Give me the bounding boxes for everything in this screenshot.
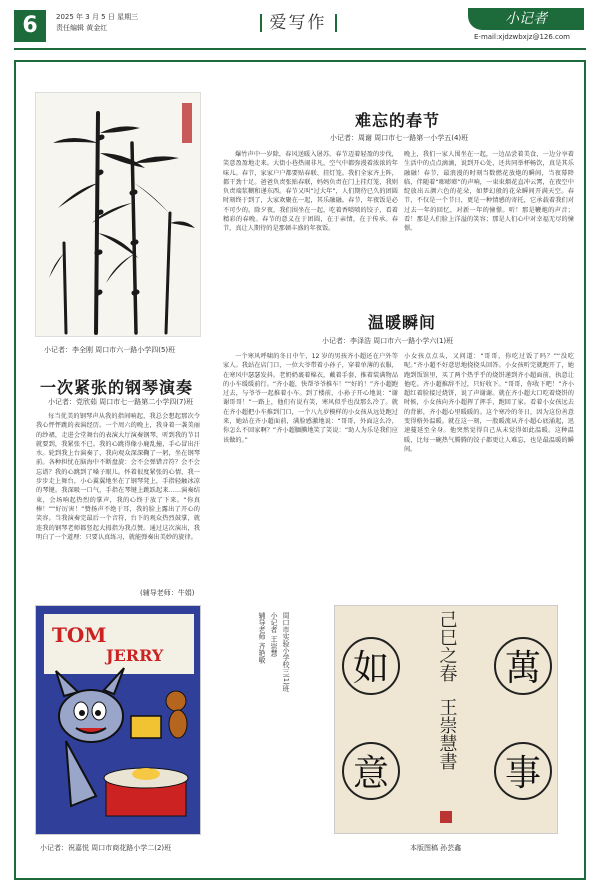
spring-byline: 小记者：周谢 周口市七一路第一小学五(4)班	[330, 134, 469, 142]
spring-title: 难忘的春节	[355, 111, 441, 130]
calligraphy-caption: 本版图稿 孙芸鑫	[410, 844, 462, 852]
tom-jerry-drawing	[35, 605, 201, 835]
section-title	[238, 8, 358, 33]
contact-email: E-mail:xjdzwbxjz@126.com	[474, 33, 570, 41]
issue-date: 2025 年 3 月 5 日 星期三	[56, 13, 139, 21]
warm-body-col2: 小女孩点点头，又问道：“哥哥，你吃过饭了吗？”“没吃呢。”齐小超不好意思地挠挠头回答。小女孩听完就跑开了，她跑到饭馆里，买了两个热乎乎的烧饼递到齐小超面前，执意让他吃。齐小超推辞不过，只好收下。“哥哥，你收下吧！”齐小超红着脸接过烧饼，说了声谢谢。就在齐小超大口吃着烧饼的时候，小女孩向齐小超挥了挥手，跑回了家。看着小女孩远去的背影，齐小超心里暖暖的。这个寒冷的冬日，因为这份善意变得格外温暖。就在这一刻，一股暖流从齐小超心底涌起，迅速蔓延至全身。他突然觉得自己从未觉得如此温暖。这种温暖，比每一碗热气腾腾的饺子都更让人难忘，也是最温暖的瞬间。	[404, 353, 574, 453]
bamboo-painting	[35, 92, 201, 337]
brand-logo: 小记者	[468, 8, 584, 30]
piano-body: 每当优美的钢琴声从我的指间响起，我总会想起那次令我心怦怦跳的表演经历。一个周六的晚上，我身着一袭美丽的纱裙，走进会堂舞台的表演大厅演奏钢琴，听到我的节目就要到，我紧张不已。我的心跳得像小鹿乱撞，手心冒出汗水。轮到我上台演奏了，我向观众深深鞠了一躬，坐在钢琴前。各种担忧在脑海中不断盘旋：会不会弹错音符？会不会忘谱？我的心跳到了嗓子眼儿。怀着很度紧张的心情，我一步步走上舞台，小心翼翼地坐在了钢琴凳上，手指轻触冰凉的琴键。我深吸一口气，手指在琴键上跳跃起来……演奏结束，会场响起热烈的掌声，我的心终于放了下来。“你真棒！”“好厉害！”赞扬声不绝于耳，我的脸上露出了开心的笑容。当我演奏完最后一个音符，台下的观众热烈鼓掌，就连我的钢琴老师都竖起大拇指为我点赞。通过这次演出，我明白了一个道理：只要认真练习，就能弹奏出美妙的旋律。	[36, 413, 200, 541]
piano-teacher: (辅导老师：牛娟)	[140, 589, 195, 597]
section-divider-right	[335, 14, 337, 32]
seal-icon	[440, 811, 452, 823]
char-shi: 事	[504, 753, 542, 794]
char-wan: 萬	[504, 648, 542, 689]
spring-body-col1: 爆竹声中一岁除，春风送暖入屠苏。春节迈着轻盈的步伐，笑意盈盈地走来。大街小巷热闹非凡，空气中都弥漫着浓浓的年味儿。春节，家家户户都要贴春联、挂灯笼。我们全家齐上阵，都干劲十足。爸爸负责张贴春联，妈妈负责在门上挂灯笼，我则负责端浆糊和递东西。春节又叫“过大年”，人们期待已久的团圆时刻终于到了，大家欢聚在一起，其乐融融。春节，年夜饭是必不可少的。除夕夜，我们围坐在一起，吃着香喷喷的饺子，看着精彩的春晚。春节的意义在于团圆，在于亲情，在于传承。春节，真让人期待的是那顿丰盛的年夜饭。	[223, 151, 398, 233]
calligraphy-date: 己巳之春	[436, 610, 458, 682]
section-title-text: 爱写作	[269, 13, 327, 33]
cartoon-icon	[36, 606, 201, 835]
editors: 责任编辑 黄金红	[56, 24, 108, 32]
bamboo-icon	[36, 93, 201, 337]
calligraphy-credit-teacher: 辅导老师 齐艳敏	[258, 612, 266, 664]
calligraphy-icon	[335, 606, 558, 834]
piano-byline: 小记者：党欣茹 周口市七一路第二小学四(7)班	[48, 398, 194, 406]
bamboo-caption: 小记者：李全刚 周口市六一路小学四(5)班	[44, 346, 176, 354]
calligraphy-artwork	[334, 605, 558, 834]
calligraphy-signature: 王崇慧書	[436, 698, 458, 770]
piano-title: 一次紧张的钢琴演奏	[40, 378, 194, 397]
calligraphy-credit	[256, 612, 292, 842]
char-yi: 意	[352, 753, 390, 794]
spring-body-col2: 晚上，我们一家人围坐在一起，一边品尝着美食，一边分享着生活中的点点滴滴，说到开心处，还共同举杯畅饮，真是其乐融融！春节，最浪漫的时刻当数燃花放炮的瞬间，当夜幕降临，伴随着“嘭嘭嘭”的声响，一束束烟花直冲云霄，在夜空中绽放出五颜六色的花朵，如梦幻般的花朵瞬间开满天空。春节，不仅是一个节日，更是一种情感的寄托，它承载着我们对过去一年的回忆，对新一年的憧憬。听！那是鞭炮的声音；看！那是人们脸上洋溢的笑容；那是人们心中对幸福无尽的憧憬。	[404, 151, 574, 233]
calligraphy-credit-reporter: 小记者 王崇慧	[270, 612, 278, 657]
warm-byline: 小记者：李泽浩 周口市六一路小学六(1)班	[322, 337, 454, 345]
tom-label: TOM	[52, 623, 107, 647]
header-meta	[56, 12, 138, 34]
warm-body-col1: 一个寒风呼啸的冬日中午，12 岁的男孩齐小超还在户外等家人。我站在店门口，一位大爷带着小孙子，穿着单薄的衣服，在寒风中瑟瑟发抖。老奶奶裹着棉衣，戴着手套，推着装满物品的小车缓缓前行。“齐小超，快帮爷爷推车！”“好的！”齐小超跑过去，与爷爷一起推着小车。到了楼前，小孙子开心地说：“谢谢哥哥！”一路上，他们有说有笑，寒风似乎也没那么冷了。就在齐小超把小车推到门口，一个八九岁模样的小女孩从远处跑过来，她站在齐小超面前，满脸感激地说：“哥哥，外面这么冷，你怎么不回家啊？”齐小超腼腆地笑了笑说：“助人为乐是我们应该做的。”	[223, 353, 398, 444]
page-number: 6	[14, 10, 46, 42]
calligraphy-credit-school: 周口市实验小学校三(1)班	[282, 612, 290, 692]
tom-jerry-caption: 小记者：祝嘉悦 周口市商花路小学二(2)班	[40, 844, 172, 852]
header-rule	[14, 48, 586, 50]
warm-title: 温暖瞬间	[368, 313, 437, 332]
section-divider-left	[260, 14, 262, 32]
jerry-label: JERRY	[106, 646, 164, 665]
char-ru: 如	[352, 648, 390, 689]
